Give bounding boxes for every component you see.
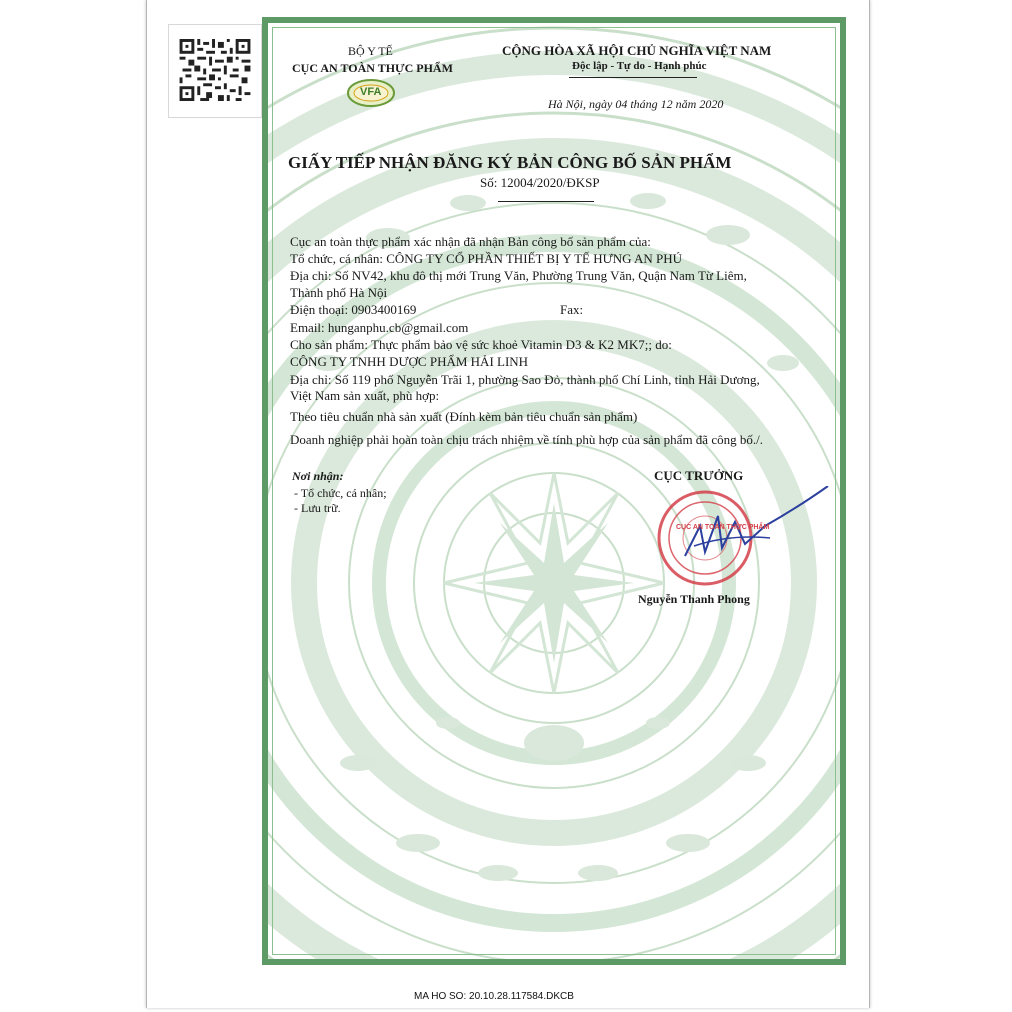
qr-code — [168, 24, 262, 118]
recipient-item: - Lưu trữ. — [294, 501, 341, 515]
organization-address: Địa chỉ: Số NV42, khu đô thị mới Trung Văn, Phường Trung Văn, Quận Nam Từ Liêm, — [290, 268, 747, 283]
official-stamp-signature — [650, 486, 830, 590]
signatory-title: CỤC TRƯỞNG — [654, 468, 744, 483]
responsibility-line: Doanh nghiệp phải hoàn toàn chịu trách nhiệm về tính phù hợp của sản phẩm đã công bố./. — [290, 432, 763, 447]
stamp-icon — [650, 486, 830, 590]
organization-address-cont: Thành phố Hà Nội — [290, 285, 388, 300]
title-underline — [498, 201, 594, 202]
document-number: Số: 12004/2020/ĐKSP — [480, 175, 600, 190]
fax-line: Fax: — [560, 302, 584, 317]
phone-line: Điện thoại: 0903400169 — [290, 302, 417, 317]
stamp-text: CỤC AN TOÀN THỰC PHẨM — [676, 524, 770, 531]
country-name: CỘNG HÒA XÃ HỘI CHỦ NGHĨA VIỆT NAM — [502, 43, 772, 58]
issue-date: Hà Nội, ngày 04 tháng 12 năm 2020 — [548, 97, 724, 111]
organization-line: Tổ chức, cá nhân: CÔNG TY CỔ PHẦN THIẾT BỊ Y TẾ HƯNG AN PHÚ — [290, 251, 683, 266]
manufacturer-address-cont: Việt Nam sản xuất, phù hợp: — [290, 388, 440, 403]
motto-underline — [569, 77, 697, 78]
recipients-heading: Nơi nhận: — [292, 469, 344, 483]
logo-text: VFA — [360, 86, 382, 98]
agency-name: CỤC AN TOÀN THỰC PHẨM — [292, 61, 453, 75]
qr-code-icon — [179, 39, 251, 101]
product-line: Cho sản phẩm: Thực phẩm bảo vệ sức khoẻ Vitamin D3 & K2 MK7;; do: — [290, 337, 672, 352]
email-line: Email: hunganphu.cb@gmail.com — [290, 320, 469, 335]
intro-line: Cục an toàn thực phẩm xác nhận đã nhận Bản công bố sản phẩm của: — [290, 234, 651, 249]
recipient-item: - Tổ chức, cá nhân; — [294, 486, 387, 500]
record-code: MA HO SO: 20.10.28.117584.DKCB — [414, 991, 574, 1002]
manufacturer-line: CÔNG TY TNHH DƯỢC PHẨM HẢI LINH — [290, 354, 529, 369]
ministry-name: BỘ Y TẾ — [348, 44, 393, 58]
manufacturer-address: Địa chỉ: Số 119 phố Nguyễn Trãi 1, phường Sao Đỏ, thành phố Chí Linh, tỉnh Hải Dương, — [290, 372, 760, 387]
document-title: GIẤY TIẾP NHẬN ĐĂNG KÝ BẢN CÔNG BỐ SẢN PHẨM — [288, 153, 732, 172]
vfa-logo — [346, 78, 396, 108]
national-motto: Độc lập - Tự do - Hạnh phúc — [572, 60, 707, 72]
standard-line: Theo tiêu chuẩn nhà sản xuất (Đính kèm bản tiêu chuẩn sản phẩm) — [290, 409, 638, 424]
signatory-name: Nguyễn Thanh Phong — [638, 592, 750, 606]
